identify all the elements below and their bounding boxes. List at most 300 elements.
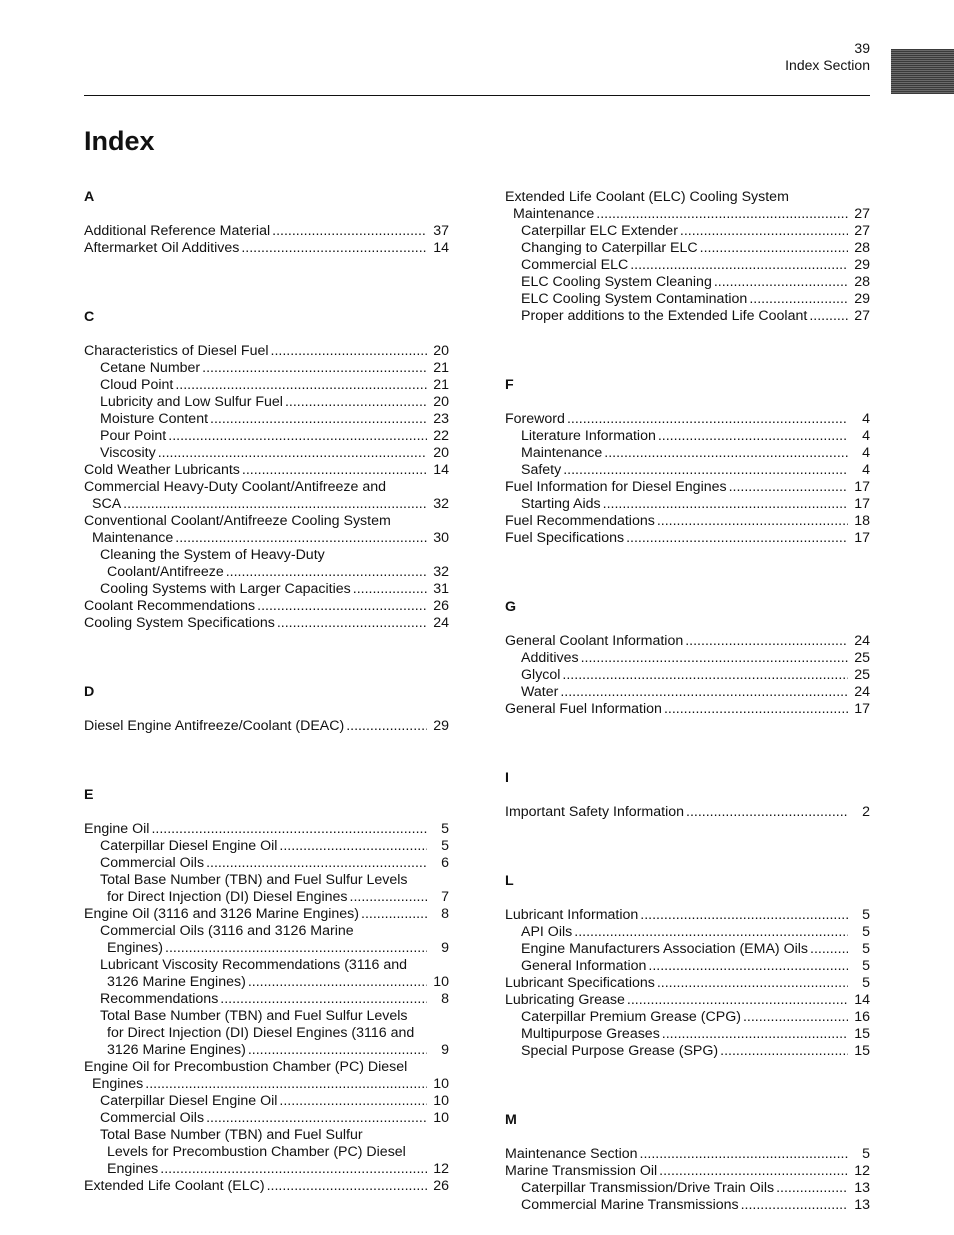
- index-entry[interactable]: [84, 598, 449, 615]
- index-entry-page: 14: [433, 240, 449, 256]
- index-entry-page: 18: [854, 513, 870, 529]
- leader-dots: [160, 1161, 427, 1178]
- index-entry-page: 29: [433, 718, 449, 734]
- index-entry[interactable]: [84, 445, 449, 462]
- index-entry[interactable]: [505, 667, 870, 684]
- index-entry-page: 4: [862, 445, 870, 461]
- leader-dots: [657, 975, 848, 992]
- index-entry-page: 12: [433, 1161, 449, 1177]
- index-entry[interactable]: [84, 940, 449, 957]
- index-entry[interactable]: [505, 958, 870, 975]
- leader-dots: [581, 650, 848, 667]
- index-entry[interactable]: [505, 1163, 870, 1180]
- index-entry[interactable]: [505, 206, 870, 223]
- leader-dots: [741, 1197, 848, 1214]
- index-entry[interactable]: [84, 462, 449, 479]
- index-entry-text: Maintenance Section: [505, 1146, 638, 1162]
- index-entry-page: 4: [862, 411, 870, 427]
- index-entry-text: Water: [521, 684, 559, 700]
- section-gap: [84, 632, 449, 684]
- leader-dots: [560, 684, 848, 701]
- index-entry-page: 37: [433, 223, 449, 239]
- index-entry-text: Glycol: [521, 667, 561, 683]
- index-entry-line: Engine Oil for Precombustion Chamber (PC) Diesel: [84, 1059, 408, 1075]
- index-entry-page: 9: [441, 1042, 449, 1058]
- leader-dots: [241, 240, 427, 257]
- index-entry[interactable]: [84, 411, 449, 428]
- index-entry-page: 14: [854, 992, 870, 1008]
- index-entry-page: 16: [854, 1009, 870, 1025]
- index-entry-page: 5: [441, 838, 449, 854]
- index-entry-text: Changing to Caterpillar ELC: [521, 240, 698, 256]
- index-entry[interactable]: [505, 496, 870, 513]
- leader-dots: [361, 906, 427, 923]
- index-entry-text: Coolant Recommendations: [84, 598, 256, 614]
- leader-dots: [353, 581, 427, 598]
- index-entry[interactable]: [505, 1043, 870, 1060]
- index-entry-text: ELC Cooling System Cleaning: [521, 274, 712, 290]
- leader-dots: [158, 445, 427, 462]
- index-entry[interactable]: [505, 1009, 870, 1026]
- leader-dots: [271, 343, 428, 360]
- index-entry-text: 3126 Marine Engines): [107, 974, 246, 990]
- index-entry[interactable]: [84, 889, 449, 906]
- leader-dots: [627, 992, 848, 1009]
- index-entry-page: 32: [433, 496, 449, 512]
- leader-dots: [226, 564, 427, 581]
- index-entry-text: Engine Manufacturers Association (EMA) Oils: [521, 941, 809, 957]
- index-entry[interactable]: [84, 1076, 449, 1093]
- index-entry-line: Total Base Number (TBN) and Fuel Sulfur: [100, 1127, 363, 1143]
- index-entry-page: 14: [433, 462, 449, 478]
- index-letter-heading: C: [84, 309, 95, 325]
- leader-dots: [277, 615, 427, 632]
- index-entry-line: Conventional Coolant/Antifreeze Cooling System: [84, 513, 391, 529]
- index-entry-text: for Direct Injection (DI) Diesel Engines: [107, 889, 348, 905]
- index-entry[interactable]: [84, 377, 449, 394]
- index-entry-page: 23: [433, 411, 449, 427]
- index-entry[interactable]: [84, 1042, 449, 1059]
- section-gap: [84, 326, 449, 343]
- index-entry-text: General Information: [521, 958, 647, 974]
- index-entry-page: 17: [854, 496, 870, 512]
- leader-dots: [279, 838, 427, 855]
- index-entry-page: 10: [433, 1093, 449, 1109]
- index-entry-line: Lubricant Viscosity Recommendations (3116 and: [100, 957, 408, 973]
- index-entry-text: SCA: [92, 496, 122, 512]
- leader-dots: [267, 1178, 427, 1195]
- index-entry-page: 22: [433, 428, 449, 444]
- index-entry-page: 4: [862, 428, 870, 444]
- section-gap: [505, 394, 870, 411]
- leader-dots: [210, 411, 427, 428]
- index-entry-line: Total Base Number (TBN) and Fuel Sulfur Levels: [100, 1008, 408, 1024]
- index-entry-page: 17: [854, 479, 870, 495]
- index-entry-page: 28: [854, 240, 870, 256]
- leader-dots: [165, 940, 427, 957]
- index-entry-text: Marine Transmission Oil: [505, 1163, 658, 1179]
- leader-dots: [685, 633, 848, 650]
- index-letter-heading: E: [84, 787, 94, 803]
- index-entry-text: Aftermarket Oil Additives: [84, 240, 240, 256]
- leader-dots: [810, 941, 848, 958]
- index-entry-text: Lubricant Information: [505, 907, 639, 923]
- leader-dots: [729, 479, 848, 496]
- index-entry-page: 6: [441, 855, 449, 871]
- page-number: 39: [854, 40, 870, 56]
- index-entry-page: 30: [433, 530, 449, 546]
- index-entry-page: 24: [433, 615, 449, 631]
- index-entry[interactable]: [505, 462, 870, 479]
- index-entry-text: Multipurpose Greases: [521, 1026, 660, 1042]
- index-entry-page: 20: [433, 445, 449, 461]
- index-entry[interactable]: [84, 240, 449, 257]
- leader-dots: [657, 513, 848, 530]
- index-entry-page: 17: [854, 530, 870, 546]
- index-entry-text: API Oils: [521, 924, 573, 940]
- index-entry-page: 4: [862, 462, 870, 478]
- index-entry-page: 5: [862, 1146, 870, 1162]
- section-tab-marker: [891, 49, 954, 94]
- index-entry[interactable]: [505, 308, 870, 325]
- index-entry-page: 10: [433, 1110, 449, 1126]
- index-entry[interactable]: [505, 1180, 870, 1197]
- section-gap: [505, 718, 870, 770]
- index-letter-heading: A: [84, 189, 95, 205]
- index-entry[interactable]: [505, 428, 870, 445]
- index-entry-page: 27: [854, 223, 870, 239]
- section-name: Index Section: [785, 57, 870, 73]
- index-entry-page: 10: [433, 1076, 449, 1092]
- leader-dots: [574, 924, 848, 941]
- leader-dots: [206, 855, 427, 872]
- index-entry[interactable]: [84, 394, 449, 411]
- index-entry-text: Diesel Engine Antifreeze/Coolant (DEAC): [84, 718, 345, 734]
- index-entry[interactable]: [84, 1093, 449, 1110]
- index-entry-text: Caterpillar ELC Extender: [521, 223, 678, 239]
- index-entry-text: Engine Oil: [84, 821, 150, 837]
- index-entry-text: ELC Cooling System Contamination: [521, 291, 748, 307]
- leader-dots: [640, 907, 848, 924]
- index-entry[interactable]: [84, 581, 449, 598]
- leader-dots: [604, 445, 848, 462]
- index-entry-text: Proper additions to the Extended Life Coolant: [521, 308, 808, 324]
- index-entry-page: 24: [854, 633, 870, 649]
- index-entry[interactable]: [84, 1110, 449, 1127]
- index-entry-page: 21: [433, 360, 449, 376]
- index-entry[interactable]: [505, 445, 870, 462]
- section-gap: [505, 890, 870, 907]
- section-gap: [84, 206, 449, 223]
- index-entry-line: Levels for Precombustion Chamber (PC) Diesel: [107, 1144, 406, 1160]
- index-entry-page: 25: [854, 667, 870, 683]
- index-entry-text: Moisture Content: [100, 411, 209, 427]
- index-letter-heading: F: [505, 377, 514, 393]
- index-entry-text: General Coolant Information: [505, 633, 684, 649]
- index-entry[interactable]: [505, 513, 870, 530]
- index-entry-page: 9: [441, 940, 449, 956]
- index-entry-line: for Direct Injection (DI) Diesel Engines (3116 and: [107, 1025, 415, 1041]
- leader-dots: [346, 718, 427, 735]
- index-entry-page: 5: [862, 907, 870, 923]
- index-entry-page: 8: [441, 991, 449, 1007]
- section-gap: [84, 804, 449, 821]
- index-entry-text: Viscosity: [100, 445, 156, 461]
- index-letter-heading: L: [505, 873, 514, 889]
- index-entry-page: 31: [433, 581, 449, 597]
- leader-dots: [563, 462, 848, 479]
- index-entry-text: Fuel Recommendations: [505, 513, 655, 529]
- index-entry-page: 5: [862, 958, 870, 974]
- index-entry-page: 15: [854, 1043, 870, 1059]
- index-entry-text: Important Safety Information: [505, 804, 685, 820]
- leader-dots: [664, 701, 848, 718]
- index-entry-text: Caterpillar Premium Grease (CPG): [521, 1009, 741, 1025]
- index-entry-text: Characteristics of Diesel Fuel: [84, 343, 269, 359]
- index-entry[interactable]: [84, 530, 449, 547]
- index-entry-page: 5: [862, 975, 870, 991]
- leader-dots: [749, 291, 848, 308]
- index-entry-text: Commercial Oils: [100, 1110, 205, 1126]
- leader-dots: [662, 1026, 848, 1043]
- index-entry-page: 29: [854, 291, 870, 307]
- index-entry[interactable]: [505, 274, 870, 291]
- index-entry-text: Lubricity and Low Sulfur Fuel: [100, 394, 283, 410]
- index-entry-text: Additional Reference Material: [84, 223, 271, 239]
- index-entry[interactable]: [505, 257, 870, 274]
- index-entry-page: 5: [441, 821, 449, 837]
- index-entry[interactable]: [84, 343, 449, 360]
- leader-dots: [603, 496, 848, 513]
- leader-dots: [659, 1163, 848, 1180]
- section-gap: [84, 701, 449, 718]
- index-entry[interactable]: [84, 991, 449, 1008]
- index-entry[interactable]: [84, 360, 449, 377]
- index-entry[interactable]: [505, 804, 870, 821]
- index-entry-page: 8: [441, 906, 449, 922]
- index-entry-text: Caterpillar Diesel Engine Oil: [100, 838, 278, 854]
- index-entry-line: Commercial Oils (3116 and 3126 Marine: [100, 923, 354, 939]
- leader-dots: [257, 598, 427, 615]
- leader-dots: [285, 394, 427, 411]
- index-entry-page: 12: [854, 1163, 870, 1179]
- index-entry-text: Caterpillar Transmission/Drive Train Oils: [521, 1180, 775, 1196]
- section-gap: [84, 735, 449, 787]
- index-column-right: [505, 189, 870, 1214]
- index-entry[interactable]: [505, 684, 870, 701]
- section-gap: [505, 787, 870, 804]
- index-entry-line: Cleaning the System of Heavy-Duty: [100, 547, 325, 563]
- index-entry-text: General Fuel Information: [505, 701, 662, 717]
- index-entry-page: 20: [433, 343, 449, 359]
- index-entry-page: 5: [862, 924, 870, 940]
- index-entry-text: Special Purpose Grease (SPG): [521, 1043, 719, 1059]
- leader-dots: [700, 240, 848, 257]
- index-entry[interactable]: [84, 1178, 449, 1195]
- index-entry-page: 24: [854, 684, 870, 700]
- leader-dots: [206, 1110, 427, 1127]
- index-entry-text: Cooling System Specifications: [84, 615, 275, 631]
- index-letter-heading: M: [505, 1112, 517, 1128]
- index-entry[interactable]: [84, 821, 449, 838]
- index-entry-page: 32: [433, 564, 449, 580]
- index-entry-text: Extended Life Coolant (ELC): [84, 1178, 265, 1194]
- index-entry-text: Fuel Specifications: [505, 530, 625, 546]
- leader-dots: [279, 1093, 427, 1110]
- index-entry-page: 2: [862, 804, 870, 820]
- index-entry-text: Coolant/Antifreeze: [107, 564, 224, 580]
- index-entry-page: 25: [854, 650, 870, 666]
- index-entry-page: 13: [854, 1197, 870, 1213]
- index-entry[interactable]: [84, 428, 449, 445]
- leader-dots: [151, 821, 427, 838]
- index-entry-page: 27: [854, 206, 870, 222]
- index-entry-page: 5: [862, 941, 870, 957]
- leader-dots: [248, 1042, 427, 1059]
- index-entry-page: 13: [854, 1180, 870, 1196]
- leader-dots: [350, 889, 428, 906]
- index-entry[interactable]: [505, 941, 870, 958]
- index-entry-text: Starting Aids: [521, 496, 601, 512]
- index-entry-text: Engine Oil (3116 and 3126 Marine Engines): [84, 906, 359, 922]
- leader-dots: [168, 428, 427, 445]
- index-entry[interactable]: [84, 838, 449, 855]
- index-entry[interactable]: [505, 924, 870, 941]
- index-entry-text: Cold Weather Lubricants: [84, 462, 240, 478]
- leader-dots: [175, 377, 427, 394]
- index-entry[interactable]: [505, 479, 870, 496]
- index-entry[interactable]: [84, 906, 449, 923]
- index-entry[interactable]: [505, 411, 870, 428]
- page-title: Index: [84, 126, 155, 156]
- index-entry-text: Caterpillar Diesel Engine Oil: [100, 1093, 278, 1109]
- index-entry[interactable]: [84, 496, 449, 513]
- index-entry[interactable]: [505, 975, 870, 992]
- index-entry[interactable]: [84, 855, 449, 872]
- leader-dots: [686, 804, 848, 821]
- index-entry[interactable]: [84, 615, 449, 632]
- index-entry-text: Engines): [107, 940, 163, 956]
- leader-dots: [680, 223, 848, 240]
- index-entry[interactable]: [505, 240, 870, 257]
- index-entry-page: 26: [433, 1178, 449, 1194]
- index-entry[interactable]: [505, 907, 870, 924]
- index-entry[interactable]: [84, 564, 449, 581]
- index-entry[interactable]: [505, 701, 870, 718]
- index-entry-page: 26: [433, 598, 449, 614]
- section-gap: [505, 821, 870, 873]
- index-column-left: [84, 189, 449, 1195]
- index-entry-text: Lubricating Grease: [505, 992, 625, 1008]
- section-gap: [505, 1129, 870, 1146]
- header-rule: [84, 95, 870, 96]
- index-entry[interactable]: [505, 223, 870, 240]
- index-entry[interactable]: [84, 974, 449, 991]
- index-entry[interactable]: [505, 1146, 870, 1163]
- section-gap: [505, 1060, 870, 1112]
- index-entry-text: Cooling Systems with Larger Capacities: [100, 581, 351, 597]
- index-entry-text: Cetane Number: [100, 360, 201, 376]
- index-entry[interactable]: [84, 718, 449, 735]
- index-entry[interactable]: [505, 291, 870, 308]
- leader-dots: [720, 1043, 848, 1060]
- index-entry-text: Literature Information: [521, 428, 656, 444]
- index-entry-page: 10: [433, 974, 449, 990]
- index-entry-page: 20: [433, 394, 449, 410]
- leader-dots: [145, 1076, 427, 1093]
- leader-dots: [596, 206, 848, 223]
- leader-dots: [626, 530, 848, 547]
- leader-dots: [272, 223, 427, 240]
- index-letter-heading: I: [505, 770, 509, 786]
- index-entry-page: 27: [854, 308, 870, 324]
- index-entry-text: Lubricant Specifications: [505, 975, 655, 991]
- index-entry[interactable]: [505, 1026, 870, 1043]
- index-entry-text: Commercial Oils: [100, 855, 205, 871]
- index-entry[interactable]: [505, 1197, 870, 1214]
- index-entry[interactable]: [84, 1161, 449, 1178]
- section-gap: [505, 547, 870, 599]
- index-entry-text: Commercial Marine Transmissions: [521, 1197, 739, 1213]
- section-gap: [505, 616, 870, 633]
- index-entry-text: Engines: [107, 1161, 159, 1177]
- index-entry-page: 15: [854, 1026, 870, 1042]
- leader-dots: [220, 991, 427, 1008]
- leader-dots: [776, 1180, 848, 1197]
- index-entry-text: Safety: [521, 462, 562, 478]
- index-entry-text: Additives: [521, 650, 579, 666]
- leader-dots: [567, 411, 848, 428]
- index-entry-text: Maintenance: [92, 530, 174, 546]
- leader-dots: [714, 274, 848, 291]
- section-gap: [505, 325, 870, 377]
- index-entry-text: Maintenance: [521, 445, 603, 461]
- leader-dots: [562, 667, 848, 684]
- index-entry-line: Commercial Heavy-Duty Coolant/Antifreeze and: [84, 479, 387, 495]
- index-entry[interactable]: [84, 223, 449, 240]
- index-entry-text: Fuel Information for Diesel Engines: [505, 479, 727, 495]
- index-entry-text: 3126 Marine Engines): [107, 1042, 246, 1058]
- index-entry-page: 17: [854, 701, 870, 717]
- index-entry-text: Cloud Point: [100, 377, 174, 393]
- index-entry-text: Maintenance: [513, 206, 595, 222]
- leader-dots: [202, 360, 427, 377]
- index-entry-page: 28: [854, 274, 870, 290]
- index-entry-page: 7: [441, 889, 449, 905]
- index-entry-page: 29: [854, 257, 870, 273]
- index-entry-text: Commercial ELC: [521, 257, 629, 273]
- index-entry[interactable]: [505, 633, 870, 650]
- index-entry-text: Foreword: [505, 411, 565, 427]
- index-letter-heading: D: [84, 684, 95, 700]
- index-entry[interactable]: [505, 650, 870, 667]
- section-gap: [84, 257, 449, 309]
- index-entry-line: Extended Life Coolant (ELC) Cooling System: [505, 189, 789, 205]
- leader-dots: [743, 1009, 848, 1026]
- index-entry-text: Recommendations: [100, 991, 219, 1007]
- leader-dots: [630, 257, 848, 274]
- index-entry-text: Engines: [92, 1076, 144, 1092]
- leader-dots: [248, 974, 427, 991]
- index-entry[interactable]: [505, 992, 870, 1009]
- index-entry-line: Total Base Number (TBN) and Fuel Sulfur Levels: [100, 872, 408, 888]
- leader-dots: [123, 496, 427, 513]
- leader-dots: [648, 958, 848, 975]
- leader-dots: [175, 530, 427, 547]
- index-entry[interactable]: [505, 530, 870, 547]
- index-entry-text: Pour Point: [100, 428, 167, 444]
- leader-dots: [658, 428, 848, 445]
